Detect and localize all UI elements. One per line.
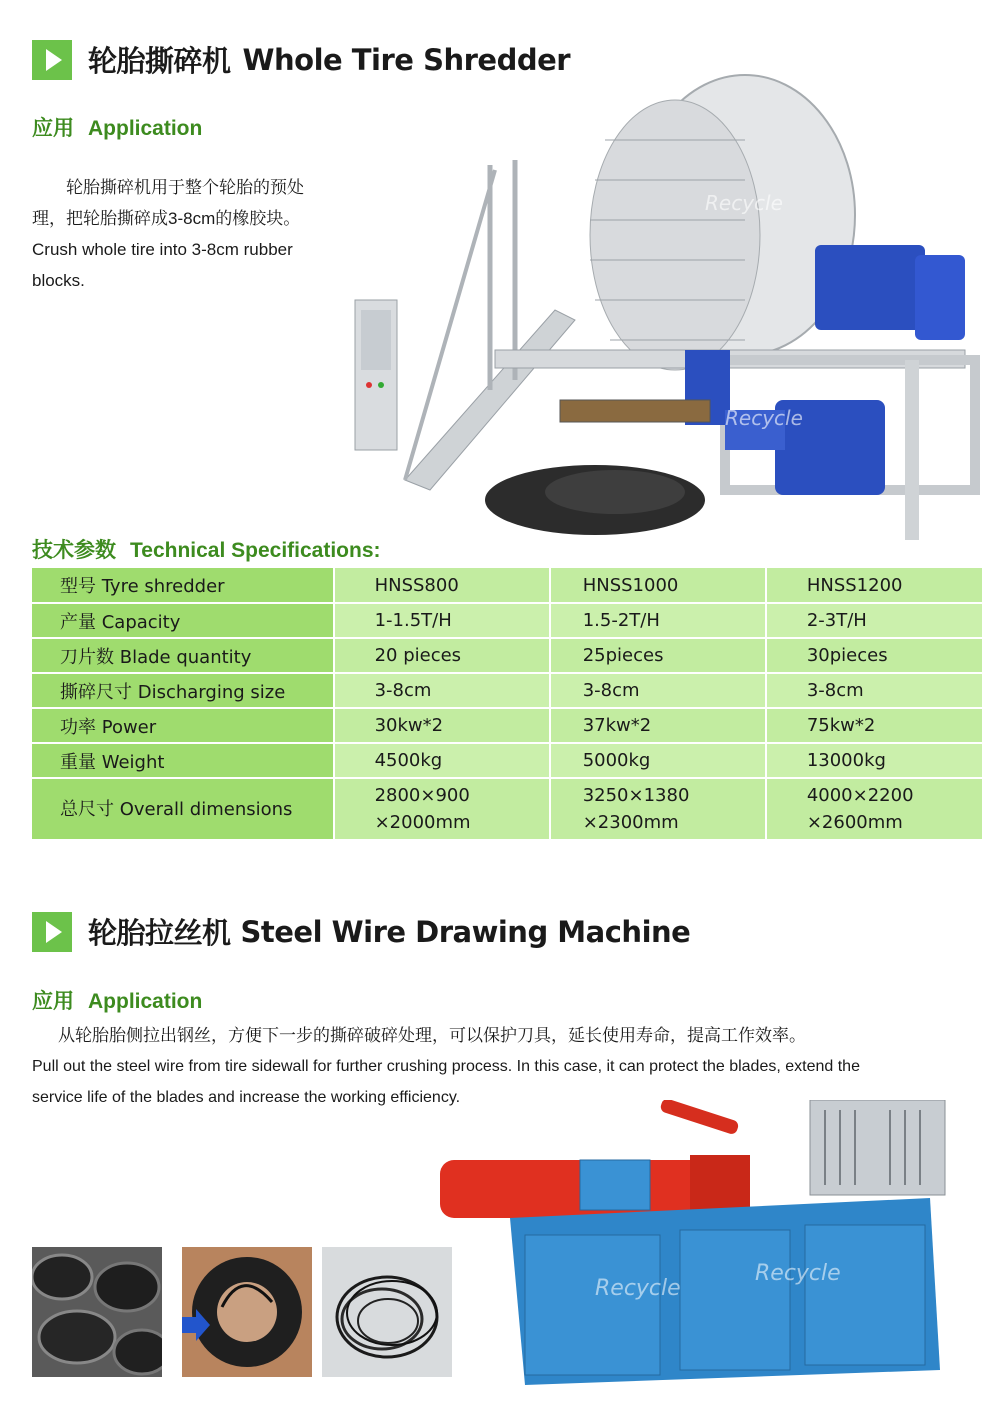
desc-en-line2: blocks.: [32, 271, 85, 290]
desc2-en-line1: Pull out the steel wire from tire sidewall for further crushing process. In this case, it can protect the blades, extend the: [32, 1058, 860, 1075]
table-row: 功率 Power 30kw*2 37kw*2 75kw*2: [32, 708, 982, 743]
section2-title-cn: 轮胎拉丝机: [88, 916, 231, 950]
tire-wire-pulled-image: [182, 1247, 312, 1377]
section2-title-en: Steel Wire Drawing Machine: [240, 914, 691, 949]
section2-application-heading: 应用 Application: [32, 990, 203, 1013]
tire-shredder-image: [345, 60, 980, 550]
desc2-cn: 从轮胎胎侧拉出钢丝，方便下一步的撕碎破碎处理，可以保护刀具，延长使用寿命，提高工作效率。: [58, 1026, 806, 1045]
section1-application-heading: 应用 Application: [32, 117, 203, 140]
watermark-text-3: Recycle: [595, 1276, 681, 1301]
section2-title: [32, 911, 690, 952]
steel-wire-drawing-machine-image: [430, 1100, 950, 1390]
desc2-en-line2: service life of the blades and increase the working efficiency.: [32, 1089, 461, 1106]
desc-cn-line2: 理，把轮胎撕碎成3-8cm的橡胶块。: [32, 209, 301, 228]
specs-heading: 技术参数 Technical Specifications:: [32, 539, 381, 562]
table-row: 产量 Capacity 1-1.5T/H 1.5-2T/H 2-3T/H: [32, 603, 982, 638]
table-row: 撕碎尺寸 Discharging size 3-8cm 3-8cm 3-8cm: [32, 673, 982, 708]
watermark-text-4: Recycle: [755, 1261, 841, 1286]
table-row: 总尺寸 Overall dimensions 2800×900 ×2000mm 3250×1380 ×2300mm 4000×2200 ×2600mm: [32, 778, 982, 840]
table-row: 刀片数 Blade quantity 20 pieces 25pieces 30pieces: [32, 638, 982, 673]
section1-description: [32, 172, 332, 296]
table-row: 型号 Tyre shredder HNSS800 HNSS1000 HNSS1200: [32, 568, 982, 603]
specs-table: [32, 568, 982, 841]
table-row: 重量 Weight 4500kg 5000kg 13000kg: [32, 743, 982, 778]
desc-en-line1: Crush whole tire into 3-8cm rubber: [32, 240, 293, 259]
play-arrow-icon: [32, 40, 72, 80]
play-arrow-icon: [32, 912, 72, 952]
tires-pile-image: [32, 1247, 162, 1377]
desc-cn-line1: 轮胎撕碎机用于整个轮胎的预处: [66, 178, 304, 197]
section1-title-cn: 轮胎撕碎机: [88, 44, 231, 78]
section1-title-en: Whole Tire Shredder: [242, 42, 571, 77]
watermark-text-2: Recycle: [725, 406, 803, 430]
watermark-text-1: Recycle: [705, 191, 783, 215]
